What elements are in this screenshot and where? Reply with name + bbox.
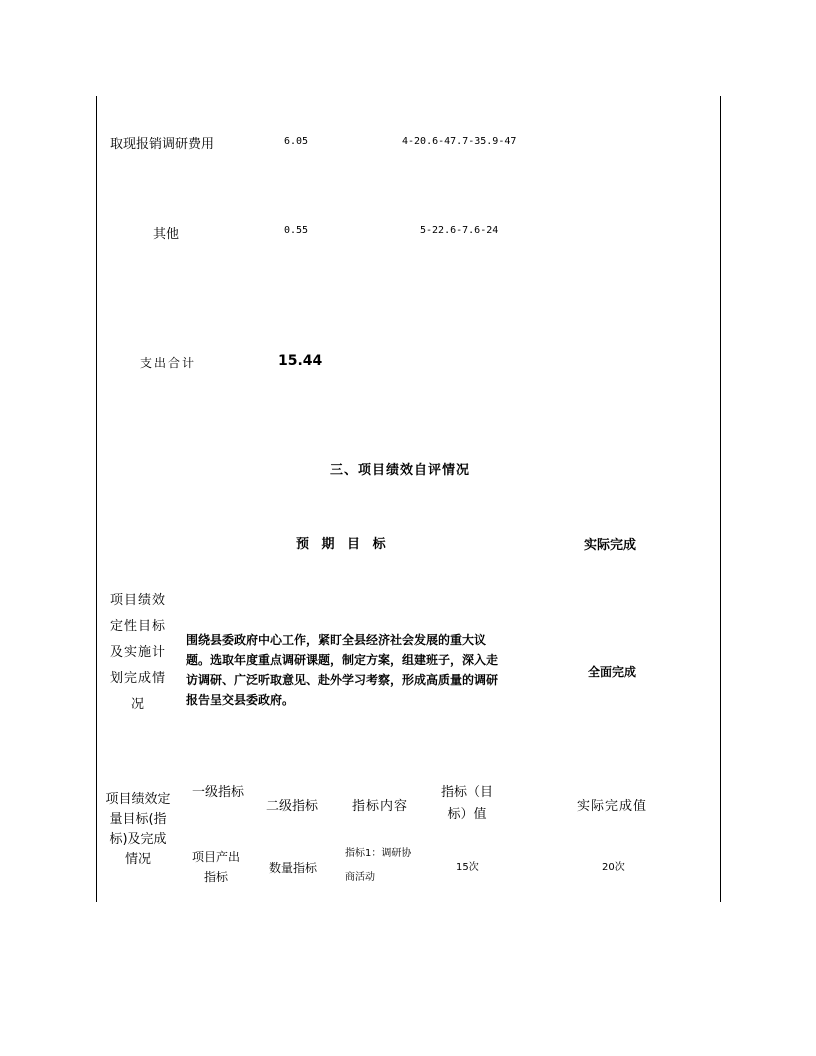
col-actual-header: 实际完成值 (577, 799, 648, 814)
col-content-header: 指标内容 (352, 799, 409, 814)
total-label: 支出合计 (140, 356, 197, 370)
actual-completion-header: 实际完成 (584, 538, 637, 553)
row-actual: 20次 (602, 862, 625, 873)
quantitative-label: 项目绩效定量目标(指标)及完成情况 (105, 792, 171, 867)
row-content: 指标1：调研协商活动 (345, 848, 412, 883)
expense-item: 取现报销调研费用 (110, 137, 215, 152)
expense-amount: 0.55 (284, 225, 309, 236)
row-level2: 数量指标 (269, 861, 318, 875)
section-title: 三、项目绩效自评情况 (330, 463, 471, 478)
table-right-border (720, 96, 721, 902)
expense-voucher: 4-20.6-47.7-35.9-47 (402, 136, 517, 147)
total-value: 15.44 (278, 353, 323, 369)
expense-amount: 6.05 (284, 136, 309, 147)
col-level2-header: 二级指标 (266, 799, 319, 814)
row-target: 15次 (456, 862, 479, 873)
col-level1-header: 一级指标 (192, 785, 245, 800)
row-level1: 项目产出指标 (191, 850, 240, 884)
expected-goal-header: 预 期 目 标 (296, 537, 390, 552)
table-left-border (96, 96, 97, 902)
qualitative-result: 全面完成 (588, 665, 637, 679)
col-target-header: 指标（目标）值 (440, 785, 493, 822)
expense-voucher: 5-22.6-7.6-24 (420, 225, 499, 236)
qualitative-label: 项目绩效定性目标及实施计划完成情况 (109, 593, 166, 712)
qualitative-content: 围绕县委政府中心工作，紧盯全县经济社会发展的重大议题。选取年度重点调研课题，制定方案，组建班子，深入走访调研、广泛听取意见、赴外学习考察，形成高质量的调研报告呈交县委政府。 (186, 633, 499, 707)
expense-item: 其他 (153, 227, 180, 242)
